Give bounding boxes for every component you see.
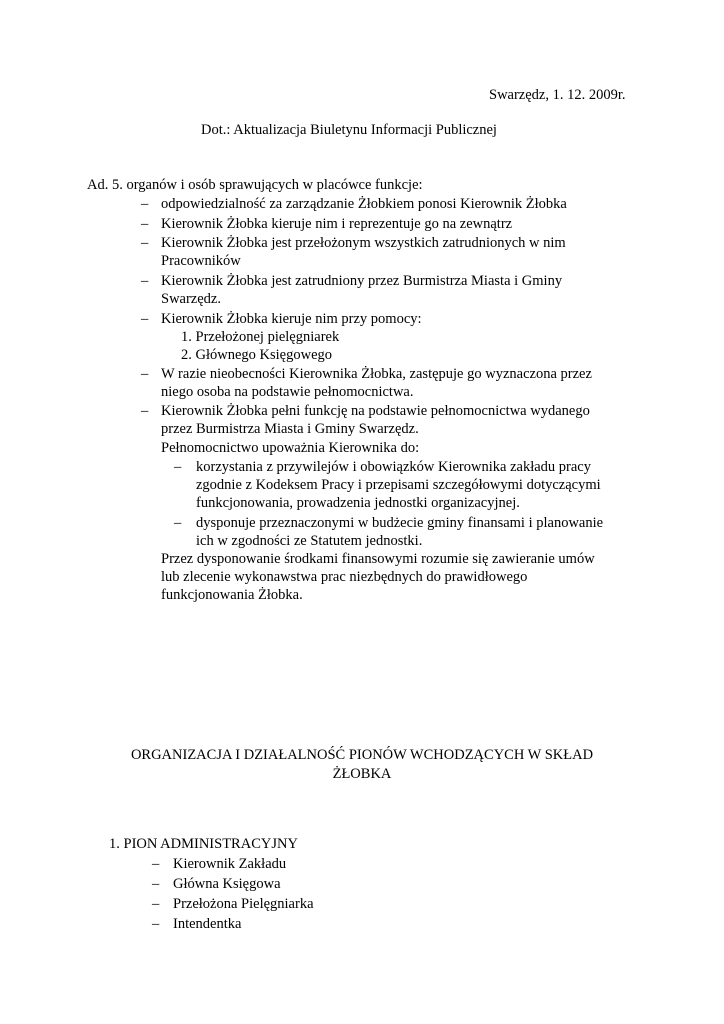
list-item: Kierownik Żłobka pełni funkcję na podstawie pełnomocnictwa wydanego [161,403,590,419]
section-title: ORGANIZACJA I DZIAŁALNOŚĆ PIONÓW WCHODZĄCYCH W SKŁAD [130,747,594,763]
list-item-continued: Pracowników [161,253,241,269]
dash-marker: – [152,896,160,912]
list-item: Kierownik Żłobka jest przełożonym wszystkich zatrudnionych w nim [161,235,566,251]
section-title-line2: ŻŁOBKA [332,766,392,782]
list-item: odpowiedzialność za zarządzanie Żłobkiem ponosi Kierownik Żłobka [161,196,567,212]
dash-marker: – [152,916,160,932]
pion-item: Kierownik Zakładu [173,856,287,872]
poa-item-continued: ich w zgodności ze Statutem jednostki. [196,533,423,549]
pion-item: Główna Księgowa [173,876,281,892]
dash-marker: – [141,311,149,327]
intro-line: Ad. 5. organów i osób sprawujących w placówce funkcje: [87,177,423,193]
closing-line: Przez dysponowanie środkami finansowymi rozumie się zawieranie umów [161,551,595,567]
dash-marker: – [141,196,149,212]
list-item: Kierownik Żłobka kieruje nim i reprezentuje go na zewnątrz [161,216,513,232]
date-line: Swarzędz, 1. 12. 2009r. [489,87,626,103]
list-item-continued: przez Burmistrza Miasta i Gminy Swarzędz. [161,421,419,437]
pion-item: Intendentka [173,916,242,932]
list-item-continued: niego osoba na podstawie pełnomocnictwa. [161,384,414,400]
poa-heading: Pełnomocnictwo upoważnia Kierownika do: [161,440,420,456]
helper-item: 2. Głównego Księgowego [181,347,333,363]
list-item: W razie nieobecności Kierownika Żłobka, zastępuje go wyznaczona przez [161,366,592,382]
pion-item: Przełożona Pielęgniarka [173,896,314,912]
list-item: Kierownik Żłobka jest zatrudniony przez Burmistrza Miasta i Gminy [161,273,563,289]
poa-item: korzystania z przywilejów i obowiązków Kierownika zakładu pracy [196,459,591,475]
list-item: Kierownik Żłobka kieruje nim przy pomocy: [161,311,422,327]
poa-item-continued: funkcjonowania, prowadzenia jednostki organizacyjnej. [196,495,520,511]
closing-line: lub zlecenie wykonawstwa prac niezbędnych do prawidłowego [161,569,528,585]
dash-marker: – [152,876,160,892]
dash-marker: – [174,515,182,531]
dash-marker: – [141,403,149,419]
poa-item: dysponuje przeznaczonymi w budżecie gminy finansami i planowanie [196,515,604,531]
dash-marker: – [174,459,182,475]
dash-marker: – [141,216,149,232]
dash-marker: – [141,235,149,251]
dash-marker: – [141,366,149,382]
helper-item: 1. Przełożonej pielęgniarek [181,329,340,345]
dash-marker: – [141,273,149,289]
subject-line: Dot.: Aktualizacja Biuletynu Informacji Publicznej [201,122,497,138]
closing-line: funkcjonowania Żłobka. [161,587,303,603]
poa-item-continued: zgodnie z Kodeksem Pracy i przepisami szczegółowymi dotyczącymi [196,477,601,493]
list-item-continued: Swarzędz. [161,291,221,307]
pion-heading: 1. PION ADMINISTRACYJNY [109,836,298,852]
dash-marker: – [152,856,160,872]
